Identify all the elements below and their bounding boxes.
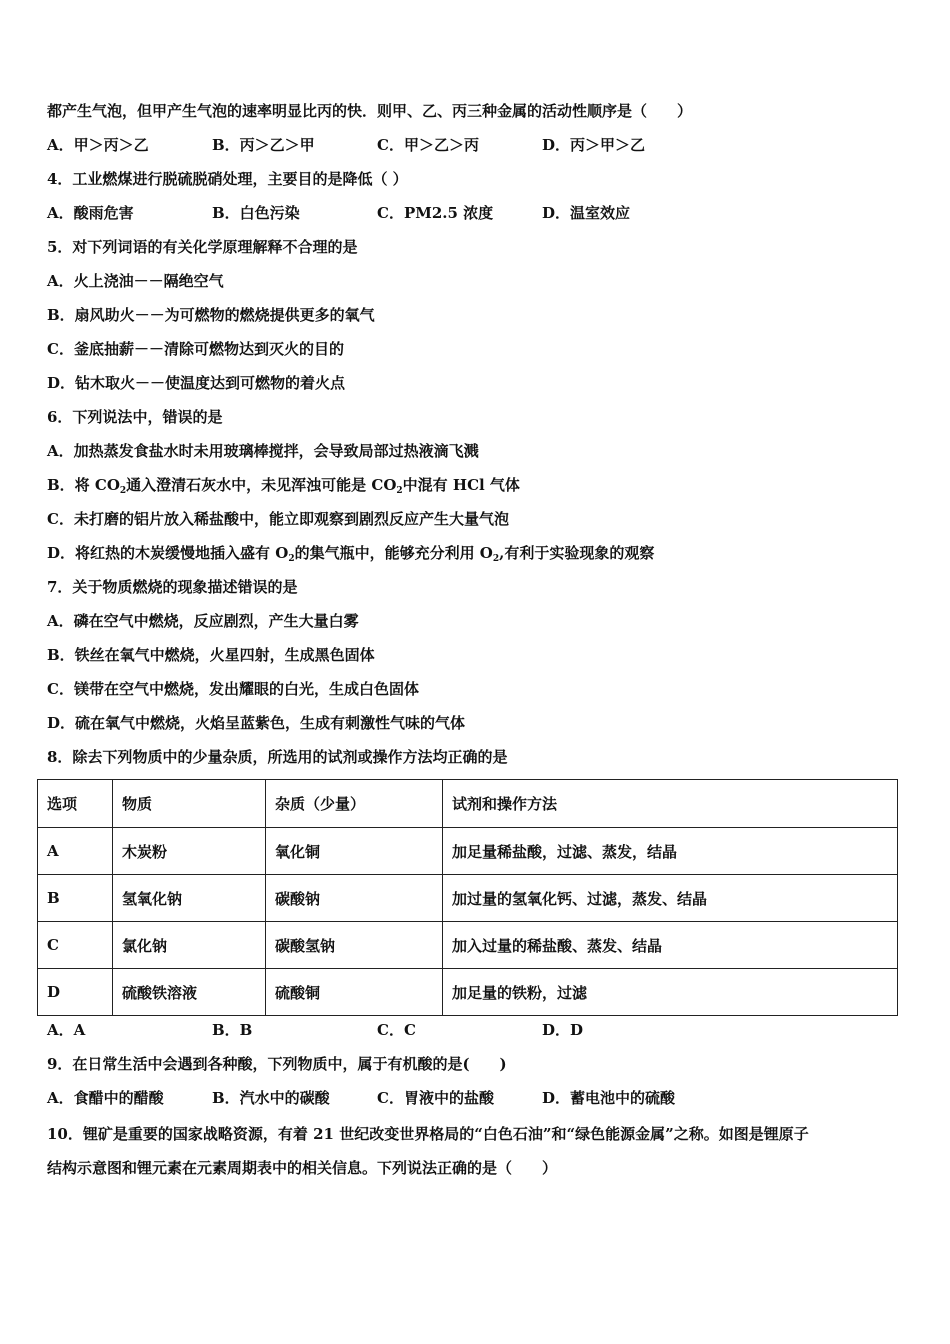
table-row [38, 828, 898, 875]
q5-option-b: B．扇风助火－－为可燃物的燃烧提供更多的氧气 [47, 306, 375, 324]
table-cell: B [38, 875, 113, 922]
table-header-cell: 杂质（少量） [266, 780, 443, 828]
q9-option-b: B．汽水中的碳酸 [212, 1089, 330, 1107]
q6-option-b [47, 475, 520, 495]
q9-option-d: D．蓄电池中的硫酸 [542, 1089, 676, 1107]
q8-option-b: B．B [212, 1021, 253, 1039]
table-cell: 氢氧化钠 [113, 875, 266, 922]
q8-stem: 8．除去下列物质中的少量杂质，所选用的试剂或操作方法均正确的是 [47, 748, 508, 766]
table-cell: 碳酸钠 [266, 875, 443, 922]
q6-option-b-part3: 中混有 HCl 气体 [402, 476, 520, 494]
q6-option-c: C．未打磨的铝片放入稀盐酸中，能立即观察到剧烈反应产生大量气泡 [47, 510, 509, 528]
q7-option-b: B．铁丝在氧气中燃烧，火星四射，生成黑色固体 [47, 646, 375, 664]
table-cell: 硫酸铜 [266, 969, 443, 1016]
q3-stem-tail: 都产生气泡，但甲产生气泡的速率明显比丙的快．则甲、乙、丙三种金属的活动性顺序是（ ） [47, 102, 693, 120]
q4-option-b: B．白色污染 [212, 204, 300, 222]
table-cell: 加足量稀盐酸，过滤、蒸发，结晶 [443, 828, 898, 875]
q7-option-a: A．磷在空气中燃烧，反应剧烈，产生大量白雾 [47, 612, 359, 630]
q6-option-b-part2: 通入澄清石灰水中，未见浑浊可能是 CO [126, 476, 397, 494]
q3-option-b: B．丙＞乙＞甲 [212, 136, 315, 154]
q6-option-d-sub2: 2 [492, 554, 500, 564]
table-cell: 碳酸氢钠 [266, 922, 443, 969]
q6-option-b-sub1: 2 [119, 486, 127, 496]
q9-stem: 9．在日常生活中会遇到各种酸，下列物质中，属于有机酸的是( ) [47, 1055, 507, 1073]
q5-option-c: C．釜底抽薪－－清除可燃物达到灭火的目的 [47, 340, 344, 358]
table-cell: D [38, 969, 113, 1016]
table-header-row [38, 780, 898, 828]
q5-option-d: D．钻木取火－－使温度达到可燃物的着火点 [47, 374, 346, 392]
table-header-cell: 试剂和操作方法 [443, 780, 898, 828]
table-cell: A [38, 828, 113, 875]
table-row [38, 875, 898, 922]
table-row [38, 969, 898, 1016]
q4-option-d: D．温室效应 [542, 204, 631, 222]
q3-option-c: C．甲＞乙＞丙 [377, 136, 479, 154]
q10-stem-line1: 10．锂矿是重要的国家战略资源，有着 21 世纪改变世界格局的“白色石油”和“绿色能源金属”之称。如图是锂原子 [47, 1125, 809, 1143]
q3-option-a: A．甲＞丙＞乙 [47, 136, 149, 154]
q4-stem: 4．工业燃煤进行脱硫脱硝处理，主要目的是降低（ ） [47, 170, 408, 188]
q7-stem: 7．关于物质燃烧的现象描述错误的是 [47, 578, 298, 596]
q8-option-d: D．D [542, 1021, 584, 1039]
q6-option-b-sub2: 2 [396, 486, 403, 496]
q10-stem-line2: 结构示意图和锂元素在元素周期表中的相关信息。下列说法正确的是（ ） [47, 1159, 558, 1177]
q6-option-b-part1: B．将 CO [47, 476, 120, 494]
q8-option-c: C．C [377, 1021, 416, 1039]
q6-stem: 6．下列说法中，错误的是 [47, 408, 223, 426]
table-cell: 加入过量的稀盐酸、蒸发、结晶 [443, 922, 898, 969]
q4-option-a: A．酸雨危害 [47, 204, 134, 222]
q6-option-a: A．加热蒸发食盐水时未用玻璃棒搅拌，会导致局部过热液滴飞溅 [47, 442, 479, 460]
q6-option-d [47, 543, 654, 563]
table-cell: C [38, 922, 113, 969]
q6-option-d-sub1: 2 [288, 554, 295, 564]
q5-option-a: A．火上浇油－－隔绝空气 [47, 272, 224, 290]
q9-option-a: A．食醋中的醋酸 [47, 1089, 164, 1107]
table-cell: 氧化铜 [266, 828, 443, 875]
q8-table [37, 779, 898, 1016]
q9-options [47, 1088, 907, 1108]
q8-options [47, 1020, 907, 1040]
table-header-cell: 物质 [113, 780, 266, 828]
q6-option-d-part2: 的集气瓶中，能够充分利用 O [294, 544, 493, 562]
table-cell: 木炭粉 [113, 828, 266, 875]
table-cell: 加过量的氢氧化钙、过滤，蒸发、结晶 [443, 875, 898, 922]
q6-option-d-part3: ,有利于实验现象的观察 [499, 544, 655, 562]
table-cell: 氯化钠 [113, 922, 266, 969]
table-header-cell: 选项 [38, 780, 113, 828]
table-row [38, 922, 898, 969]
q4-options [47, 203, 907, 223]
table-cell: 硫酸铁溶液 [113, 969, 266, 1016]
q7-option-c: C．镁带在空气中燃烧，发出耀眼的白光，生成白色固体 [47, 680, 419, 698]
q5-stem: 5．对下列词语的有关化学原理解释不合理的是 [47, 238, 358, 256]
table-cell: 加足量的铁粉，过滤 [443, 969, 898, 1016]
q9-option-c: C．胃液中的盐酸 [377, 1089, 494, 1107]
q3-option-d: D．丙＞甲＞乙 [542, 136, 646, 154]
q8-option-a: A．A [47, 1021, 86, 1039]
q7-option-d: D．硫在氧气中燃烧，火焰呈蓝紫色，生成有刺激性气味的气体 [47, 714, 466, 732]
q4-option-c: C．PM2.5 浓度 [377, 204, 494, 222]
q6-option-d-part1: D．将红热的木炭缓慢地插入盛有 O [47, 544, 289, 562]
q3-options [47, 135, 907, 155]
